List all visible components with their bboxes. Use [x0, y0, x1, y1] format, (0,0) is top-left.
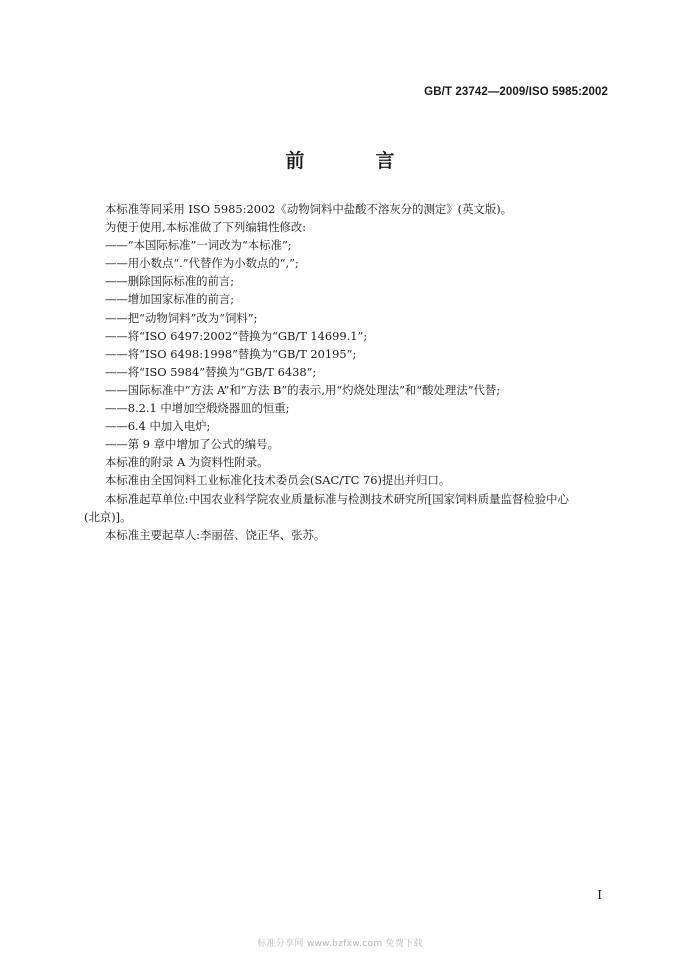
paragraph-drafting-unit: 本标准起草单位:中国农业科学院农业质量标准与检测技术研究所[国家饲料质量监督检验中心: [105, 491, 569, 506]
paragraph-edits-intro: 为便于使用,本标准做了下列编辑性修改:: [105, 220, 307, 235]
list-item: ——第 9 章中增加了公式的编号。: [105, 437, 279, 452]
paragraph-committee: 本标准由全国饲料工业标准化技术委员会(SAC/TC 76)提出并归口。: [105, 473, 451, 488]
standard-code: GB/T 23742—2009/ISO 5985:2002: [424, 86, 608, 98]
list-item: ——国际标准中“方法 A”和“方法 B”的表示,用“灼烧处理法”和“酸处理法”代替;: [105, 382, 501, 397]
paragraph-annex: 本标准的附录 A 为资料性附录。: [105, 455, 269, 470]
list-item: ——8.2.1 中增加空煅烧器皿的恒重;: [105, 401, 290, 416]
page-title: [0, 146, 680, 173]
list-item: ——将“ISO 6498:1998”替换为“GB/T 20195”;: [105, 346, 357, 361]
list-item: ——删除国际标准的前言;: [105, 274, 235, 289]
list-item: ——“本国际标准”一词改为“本标准”;: [105, 238, 292, 253]
paragraph-drafters: 本标准主要起草人:李丽蓓、饶正华、张苏。: [105, 527, 326, 542]
list-item: ——把“动物饲料”改为“饲料”;: [105, 310, 258, 325]
list-item: ——用小数点“.”代替作为小数点的“,”;: [105, 256, 299, 271]
page-title-text: 前 言: [285, 150, 421, 172]
watermark-footer: 标准分享网 www.bzfxw.com 免费下载: [257, 939, 423, 949]
list-item: ——将“ISO 5984”替换为“GB/T 6438”;: [105, 364, 317, 379]
list-item: ——将“ISO 6497:2002”替换为“GB/T 14699.1”;: [105, 328, 368, 343]
list-item: ——增加国家标准的前言;: [105, 292, 235, 307]
list-item: ——6.4 中加入电炉;: [105, 419, 211, 434]
paragraph-adoption: 本标准等同采用 ISO 5985:2002《动物饲料中盐酸不溶灰分的测定》(英文版)。: [105, 202, 513, 216]
page-number: I: [597, 888, 602, 902]
paragraph-drafting-unit-cont: (北京)]。: [84, 509, 132, 524]
foreword-body: [84, 200, 620, 544]
